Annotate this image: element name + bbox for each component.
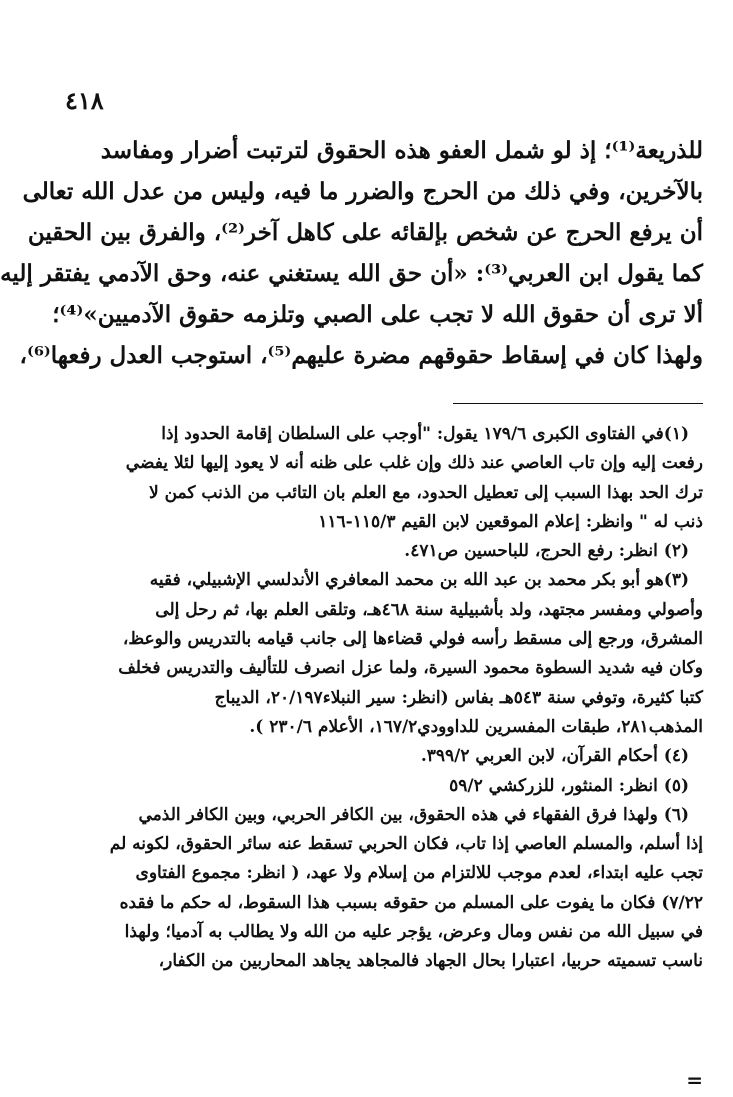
- body-line: ألا ترى أن حقوق الله لا تجب على الصبي وتلزمه حقوق الآدميين»⁽⁴⁾؛: [52, 301, 703, 328]
- body-line: ولهذا كان في إسقاط حقوقهم مضرة عليهم⁽⁵⁾، استوجب العدل رفعها⁽⁶⁾،: [19, 342, 703, 369]
- footnote-line: رفعت إليه وإن تاب العاصي عند ذلك وإن غلب على ظنه أنه لا يعود إليها لئلا يفضي: [125, 453, 703, 474]
- footnote-line: ناسب تسميته حربيا، اعتبارا بحال الجهاد فالمجاهد يجاهد المحاربين من الكفار،: [158, 951, 703, 972]
- body-line: للذريعة⁽¹⁾؛ إذ لو شمل العفو هذه الحقوق لترتبت أضرار ومفاسد: [100, 137, 703, 164]
- footnote-line: المشرق، ورجع إلى مسقط رأسه فولي قضاءها إلى جانب قيامه بالتدريس والوعظ،: [122, 629, 703, 650]
- footnote-line: في سبيل الله من نفس ومال وعرض، يؤجر عليه من الله ولا يطالب به آدميا؛ ولهذا: [124, 922, 703, 943]
- main-body-text: [0, 130, 703, 376]
- body-line: كما يقول ابن العربي⁽³⁾: «أن حق الله يستغني عنه، وحق الآدمي يفتقر إليه: [0, 260, 703, 287]
- footnotes: [65, 420, 703, 977]
- footnote-line: (٣)هو أبو بكر محمد بن عبد الله بن محمد المعافري الأندلسي الإشبيلي، فقيه: [149, 570, 689, 591]
- footnote-line: (٥) انظر: المنثور، للزركشي ٥٩/٢: [449, 775, 689, 796]
- footnote-line: تجب عليه ابتداء، لعدم موجب للالتزام من إسلام ولا عهد، ( انظر: مجموع الفتاوى: [135, 863, 703, 884]
- footnote-line: ٧/٢٢) فكان ما يفوت على المسلم من حقوقه بسبب هذا السقوط، له حكم ما فقده: [119, 892, 703, 913]
- page-number: ٤١٨: [65, 86, 104, 115]
- footnote-line: ترك الحد بهذا السبب إلى تعطيل الحدود، مع العلم بان التائب من الذنب كمن لا: [149, 482, 703, 503]
- footnote-line: إذا أسلم، والمسلم العاصي إذا تاب، فكان الحربي تسقط عنه سائر الحقوق، لكونه لم: [109, 834, 703, 855]
- footnote-line: وأصولي ومفسر مجتهد، ولد بأشبيلية سنة ٤٦٨هـ، وتلقى العلم بها، ثم رحل إلى: [155, 599, 703, 620]
- footnote-line: ذنب له " وانظر: إعلام الموقعين لابن القيم ١١٥/٣-١١٦: [318, 511, 703, 532]
- footnote-line: (٤) أحكام القرآن، لابن العربي ٣٩٩/٢.: [420, 746, 689, 767]
- continuation-mark: =: [686, 1068, 703, 1092]
- footnote-divider: [453, 403, 703, 404]
- book-page: [0, 78, 703, 1092]
- footnote-line: كتبا كثيرة، وتوفي سنة ٥٤٣هـ بفاس (انظر: سير النبلاء٢٠/١٩٧، الديباج: [214, 687, 703, 708]
- footnote-line: وكان فيه شديد السطوة محمود السيرة، ولما عزل انصرف للتأليف والتدريس فخلف: [118, 658, 703, 679]
- footnote-line: (٢) انظر: رفع الحرج، للباحسين ص٤٧١.: [404, 541, 689, 562]
- body-line: أن يرفع الحرج عن شخص بإلقائه على كاهل آخر⁽²⁾، والفرق بين الحقين: [27, 219, 703, 246]
- footnote-line: المذهب٢٨١، طبقات المفسرين للداوودي١٦٧/٢، الأعلام ٢٣٠/٦ ).: [249, 716, 703, 737]
- body-line: بالآخرين، وفي ذلك من الحرج والضرر ما فيه، وليس من عدل الله تعالى: [22, 178, 703, 205]
- footnote-line: (١)في الفتاوى الكبرى ١٧٩/٦ يقول: "أوجب على السلطان إقامة الحدود إذا: [161, 424, 689, 444]
- footnote-line: (٦) ولهذا فرق الفقهاء في هذه الحقوق، بين الكافر الحربي، وبين الكافر الذمي: [138, 804, 689, 825]
